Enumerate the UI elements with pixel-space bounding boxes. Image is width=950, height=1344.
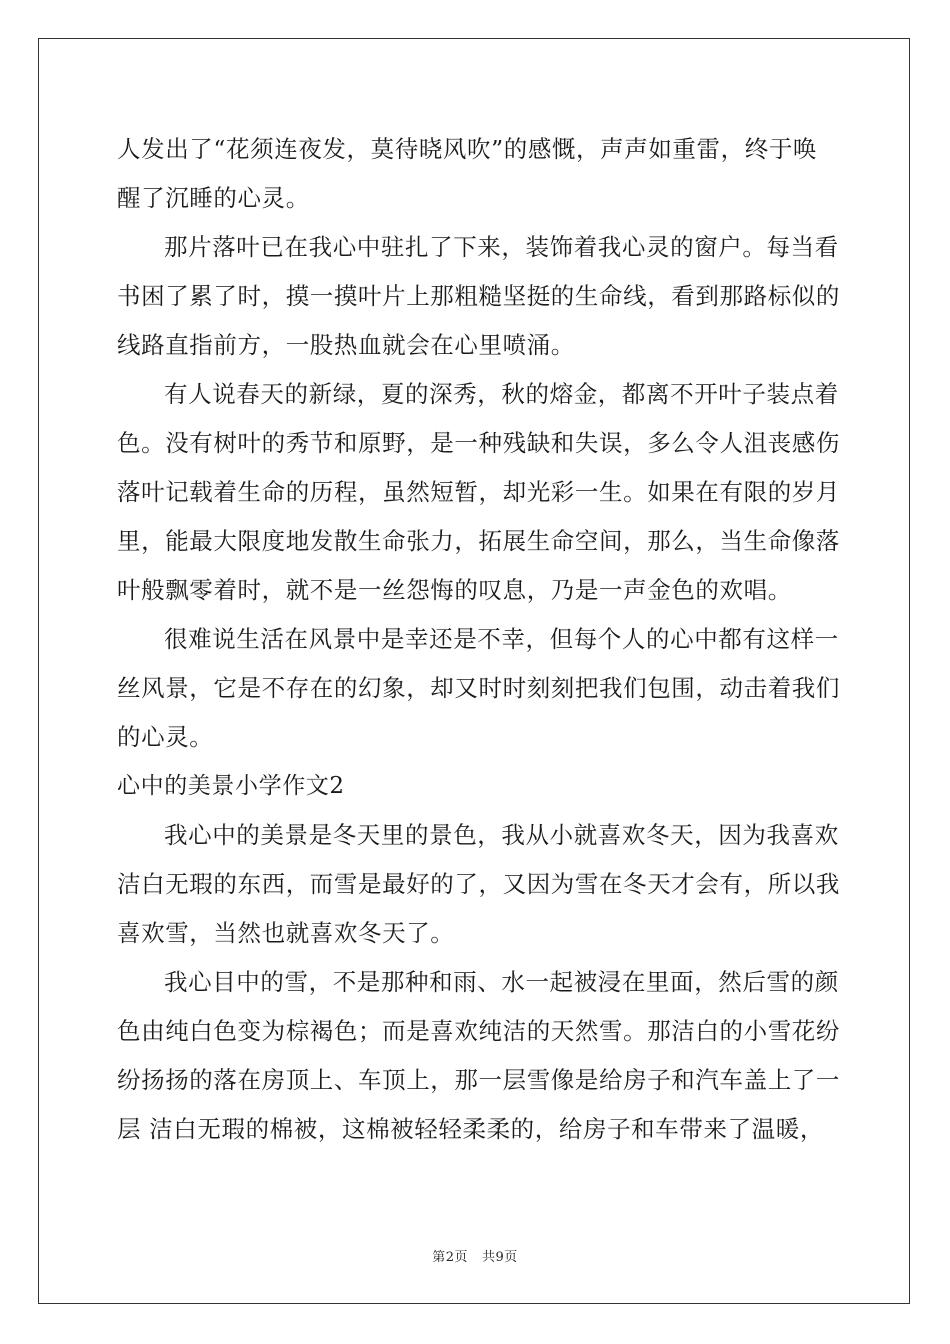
text-line: 洁白无瑕的东西，而雪是最好的了，又因为雪在冬天才会有，所以我 [117, 870, 840, 898]
paragraph-start-line: 我心中的美景是冬天里的景色，我从小就喜欢冬天，因为我喜欢 [164, 821, 839, 849]
text-line: 丝风景，它是不存在的幻象，却又时时刻刻把我们包围，动击着我们 [117, 674, 840, 702]
paragraph-start-line: 有人说春天的新绿，夏的深秀，秋的熔金，都离不开叶子装点着 [164, 380, 839, 408]
paragraph-start-line: 我心目中的雪，不是那种和雨、水一起被浸在里面，然后雪的颜 [164, 968, 839, 996]
paragraph-start-line: 很难说生活在风景中是幸还是不幸，但每个人的心中都有这样一 [164, 625, 839, 653]
text-line: 色由纯白色变为棕褐色；而是喜欢纯洁的天然雪。那洁白的小雪花纷 [117, 1017, 840, 1045]
text-line: 叶般飘零着时，就不是一丝怨悔的叹息，乃是一声金色的欢唱。 [117, 576, 792, 604]
text-line: 的心灵。 [117, 723, 214, 751]
text-line: 里，能最大限度地发散生命张力，拓展生命空间，那么，当生命像落 [117, 527, 840, 555]
text-line: 醒了沉睡的心灵。 [117, 184, 310, 212]
text-line: 书困了累了时，摸一摸叶片上那粗糙坚挺的生命线，看到那路标似的 [117, 282, 840, 310]
page-number-total: 共9页 [482, 1250, 518, 1265]
text-line: 喜欢雪，当然也就喜欢冬天了。 [117, 919, 455, 947]
page-number-current: 第2页 [432, 1250, 468, 1265]
section-heading: 心中的美景小学作文2 [117, 773, 345, 799]
document-body [117, 125, 840, 1154]
page-footer [0, 1246, 950, 1265]
text-line: 线路直指前方，一股热血就会在心里喷涌。 [117, 331, 575, 359]
paragraph-start-line: 那片落叶已在我心中驻扎了下来，装饰着我心灵的窗户。每当看 [164, 233, 839, 261]
text-line: 层 洁白无瑕的棉被，这棉被轻轻柔柔的，给房子和车带来了温暖， [117, 1115, 824, 1143]
text-line: 落叶记载着生命的历程，虽然短暂，却光彩一生。如果在有限的岁月 [117, 478, 840, 506]
text-line: 纷扬扬的落在房顶上、车顶上，那一层雪像是给房子和汽车盖上了一 [117, 1066, 840, 1094]
text-line: 色。没有树叶的秀节和原野，是一种残缺和失误，多么令人沮丧感伤 [117, 429, 840, 457]
text-line: 人发出了“花须连夜发，莫待晓风吹”的感慨，声声如重雷，终于唤 [117, 135, 818, 163]
